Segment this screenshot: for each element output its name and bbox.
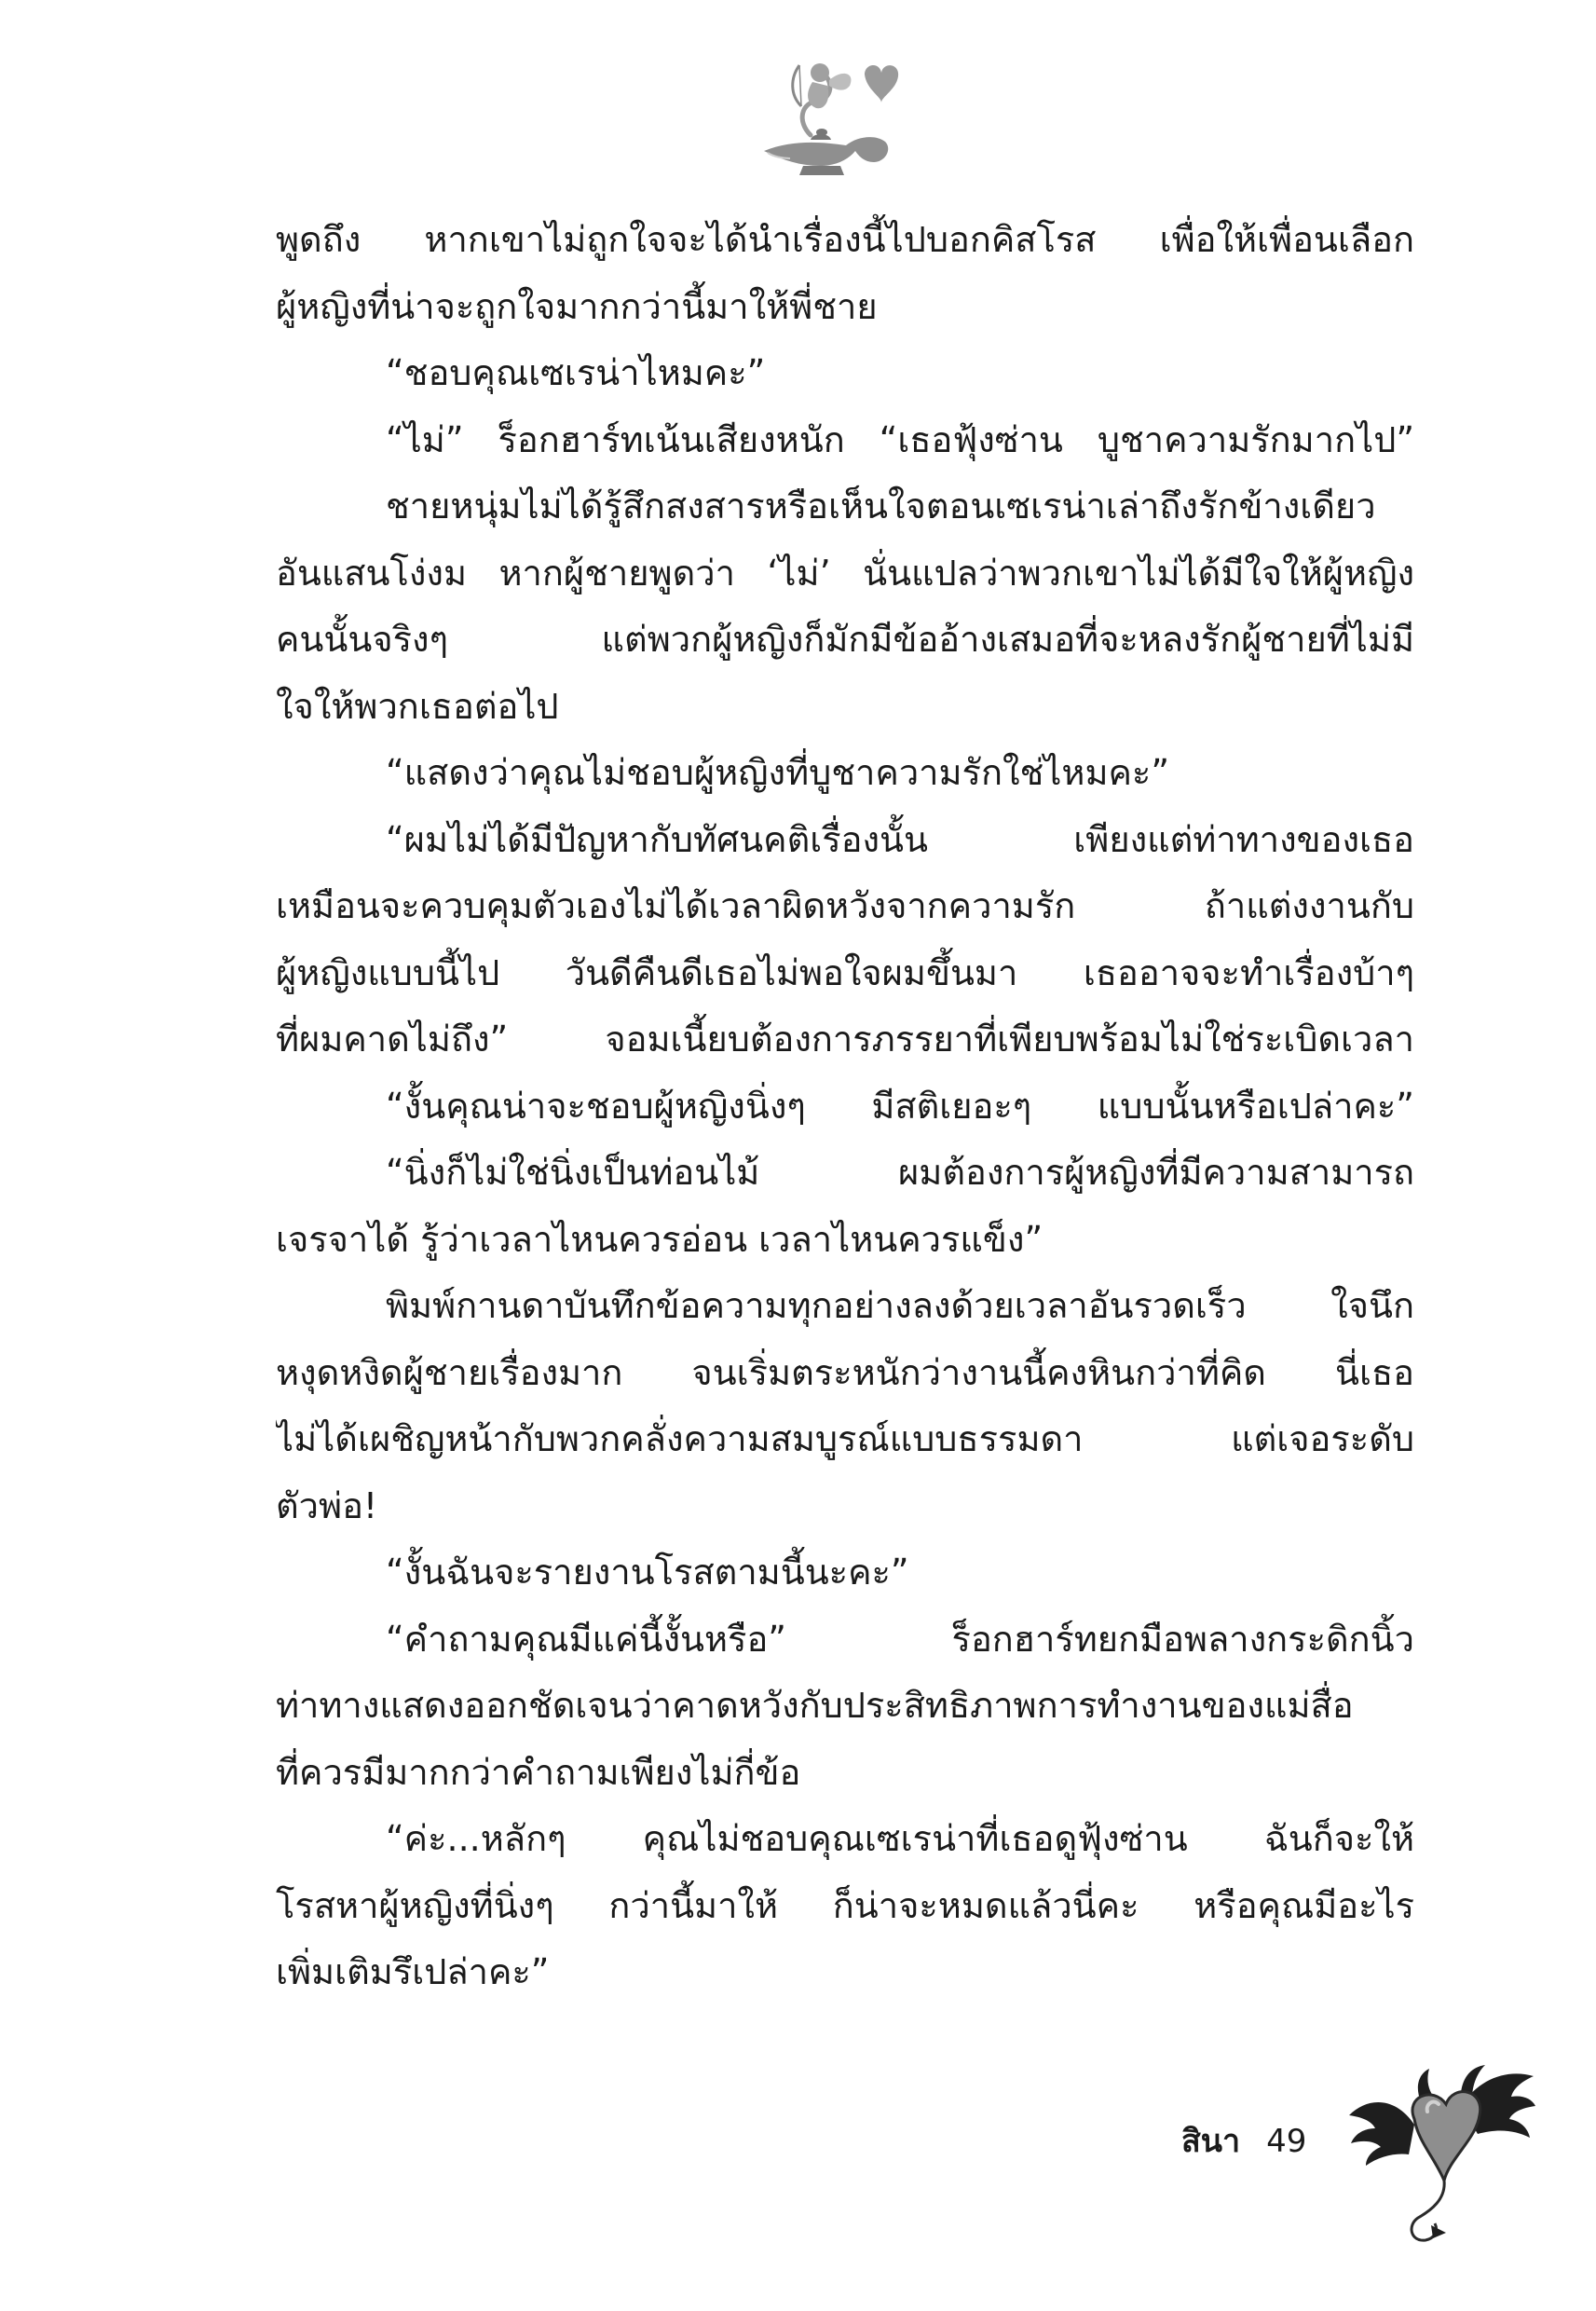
text-line: “แสดงว่าคุณไม่ชอบผู้หญิงที่บูชาความรักใช่ไหมคะ”	[386, 752, 1170, 793]
text-line: “ชอบคุณเซเรน่าไหมคะ”	[386, 352, 766, 393]
text-line: ท่าทางแสดงออกชัดเจนว่าคาดหวังกับประสิทธิภาพการทำงานของแม่สื่อ	[276, 1685, 1354, 1726]
text-line: เจรจาได้ รู้ว่าเวลาไหนควรอ่อน เวลาไหนควรแข็ง”	[276, 1218, 1044, 1260]
text-line: “ผมไม่ได้มีปัญหากับทัศนคติเรื่องนั้น เพียงแต่ท่าทางของเธอ	[386, 818, 1414, 860]
running-footer-title: สินา	[1181, 2123, 1241, 2160]
text-line: “ไม่” ร็อกฮาร์ทเน้นเสียงหนัก “เธอฟุ้งซ่าน บูชาความรักมากไป”	[386, 418, 1414, 460]
text-line: ผู้หญิงแบบนี้ไป วันดีคืนดีเธอไม่พอใจผมขึ้นมา เธออาจจะทำเรื่องบ้าๆ	[276, 951, 1414, 993]
text-line: ตัวพ่อ!	[276, 1484, 378, 1526]
text-line: ผู้หญิงที่น่าจะถูกใจมากกว่านี้มาให้พี่ชาย	[276, 285, 878, 327]
text-line: ที่ควรมีมากกว่าคำถามเพียงไม่กี่ข้อ	[276, 1751, 801, 1793]
text-line: พิมพ์กานดาบันทึกข้อความทุกอย่างลงด้วยเวลาอันรวดเร็ว ใจนึก	[386, 1285, 1414, 1326]
page-number: 49	[1266, 2123, 1307, 2160]
text-line: เพิ่มเติมรึเปล่าคะ”	[276, 1951, 550, 1992]
text-line: ที่ผมคาดไม่ถึง” จอมเนี้ยบต้องการภรรยาที่เพียบพร้อมไม่ใช่ระเบิดเวลา	[276, 1019, 1414, 1060]
text-line: พูดถึง หากเขาไม่ถูกใจจะได้นำเรื่องนี้ไปบอกคิสโรส เพื่อให้เพื่อนเลือก	[276, 219, 1414, 260]
text-line: “งั้นฉันจะรายงานโรสตามนี้นะคะ”	[386, 1552, 909, 1593]
text-line: อันแสนโง่งม หากผู้ชายพูดว่า ‘ไม่’ นั่นแปลว่าพวกเขาไม่ได้มีใจให้ผู้หญิง	[276, 552, 1414, 594]
text-line: หงุดหงิดผู้ชายเรื่องมาก จนเริ่มตระหนักว่างานนี้คงหินกว่าที่คิด นี่เธอ	[276, 1351, 1414, 1393]
winged-devil-heart-icon	[1349, 2003, 1535, 2283]
text-line: “ค่ะ...หลักๆ คุณไม่ชอบคุณเซเรน่าที่เธอดูฟุ้งซ่าน ฉันก็จะให้	[386, 1818, 1414, 1859]
text-line: “คำถามคุณมีแค่นี้งั้นหรือ” ร็อกฮาร์ทยกมือพลางกระดิกนิ้ว	[386, 1618, 1414, 1660]
text-line: ไม่ได้เผชิญหน้ากับพวกคลั่งความสมบูรณ์แบบธรรมดา แต่เจอระดับ	[276, 1418, 1414, 1459]
genie-lamp-cupid-icon	[745, 47, 913, 186]
text-line: ใจให้พวกเธอต่อไป	[276, 685, 559, 727]
text-line: คนนั้นจริงๆ แต่พวกผู้หญิงก็มักมีข้ออ้างเสมอที่จะหลงรักผู้ชายที่ไม่มี	[276, 619, 1414, 660]
body-text	[276, 207, 1414, 2006]
text-line: “นิ่งก็ไม่ใช่นิ่งเป็นท่อนไม้ ผมต้องการผู้หญิงที่มีความสามารถ	[386, 1152, 1414, 1193]
text-line: “งั้นคุณน่าจะชอบผู้หญิงนิ่งๆ มีสติเยอะๆ แบบนั้นหรือเปล่าคะ”	[386, 1085, 1414, 1127]
text-line: เหมือนจะควบคุมตัวเองไม่ได้เวลาผิดหวังจากความรัก ถ้าแต่งงานกับ	[276, 885, 1414, 926]
text-line: โรสหาผู้หญิงที่นิ่งๆ กว่านี้มาให้ ก็น่าจะหมดแล้วนี่คะ หรือคุณมีอะไร	[276, 1884, 1414, 1926]
text-line: ชายหนุ่มไม่ได้รู้สึกสงสารหรือเห็นใจตอนเซเรน่าเล่าถึงรักข้างเดียว	[386, 485, 1376, 526]
page-footer	[1181, 2115, 1306, 2166]
